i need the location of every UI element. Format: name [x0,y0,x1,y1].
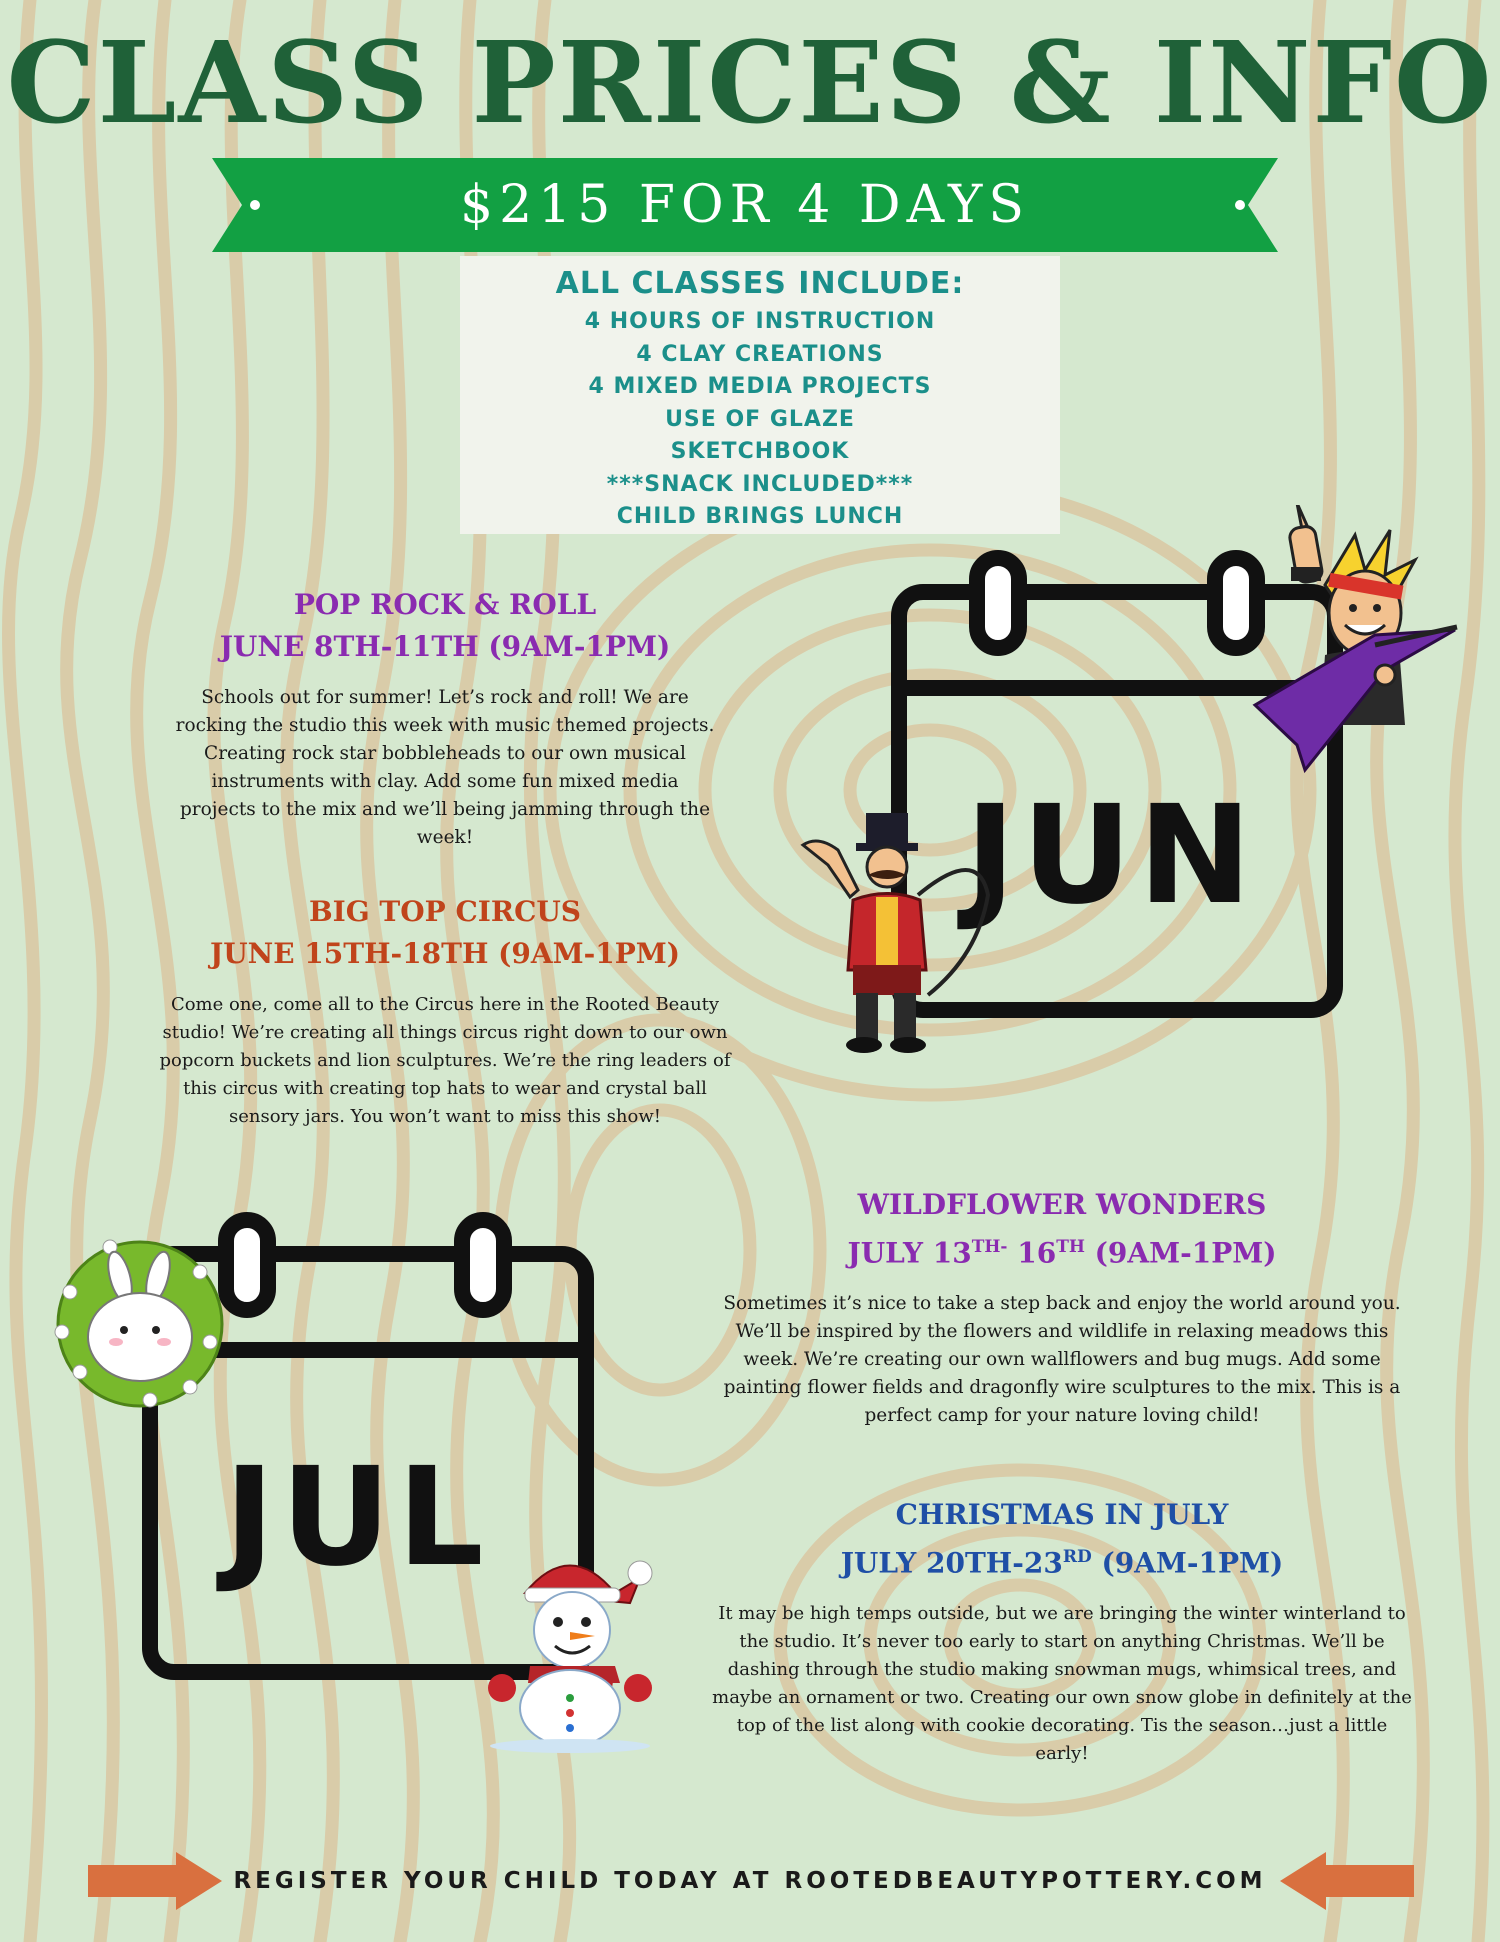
session-title: CHRISTMAS IN JULY [895,1498,1229,1531]
date-text: JULY 20TH-23 [840,1546,1063,1580]
list-item: ***SNACK INCLUDED*** [606,471,914,497]
date-text: JULY 13 [847,1236,972,1270]
session-title: WILDFLOWER WONDERS [857,1188,1267,1221]
list-item: CHILD BRINGS LUNCH [616,504,904,529]
session-description: Sometimes it’s nice to take a step back and enjoy the world around you. We’ll be inspired by the flowers and wildlife in relaxing meadows this week. We’re creating our own wallflowers and bug mugs. Add some painting flower fields and dragonfly wire sculptures to the mix. This is a perfect camp for your nature loving child! [723,1293,1401,1427]
bunny-icon [50,1232,230,1412]
date-suffix: RD [1062,1547,1092,1567]
session-dates: JUNE 8TH-11TH (9AM-1PM) [219,630,671,663]
session-title: BIG TOP CIRCUS [308,895,582,928]
includes-box [460,256,1060,534]
date-suffix: TH- [971,1237,1008,1257]
includes-list [460,306,1060,534]
session-title: POP ROCK & ROLL [293,588,597,621]
session-big-top-circus [150,891,740,1131]
snowman-icon [470,1548,670,1753]
ringmaster-icon [798,805,998,1070]
session-christmas-in-july [712,1494,1412,1768]
session-description: It may be high temps outside, but we are bringing the winter winterland to the studio. It’s never too early to start on anything Christmas. We’ll be dashing through the studio making snowman mugs, whimsical trees, and maybe an ornament or two. Creating our own snow globe in definitely at the top of the list along with cookie decorating. Tis the season…just a little early! [712,1603,1412,1765]
register-link[interactable]: REGISTER YOUR CHILD TODAY AT ROOTEDBEAUTYPOTTERY.COM [233,1868,1267,1894]
list-item: USE OF GLAZE [665,406,855,432]
includes-heading: ALL CLASSES INCLUDE: [555,266,965,301]
price-banner [212,158,1278,252]
date-text: (9AM-1PM) [1084,1236,1277,1270]
rock-star-icon [1225,505,1465,775]
session-wildflower-wonders [712,1184,1412,1430]
date-suffix: TH [1056,1237,1085,1257]
session-dates: JUNE 15TH-18TH (9AM-1PM) [209,937,681,970]
list-item: 4 HOURS OF INSTRUCTION [584,309,936,334]
list-item: SKETCHBOOK [670,439,850,464]
page-title: CLASS PRICES & INFO [6,18,1494,149]
session-description: Schools out for summer! Let’s rock and roll! We are rocking the studio this week with music themed projects. Creating rock star bobbleheads to our own musical instruments with clay. Add some fun mixed media projects to the mix and we’ll being jamming through the week! [175,687,715,848]
price-label: $215 FOR 4 DAYS [460,175,1030,235]
list-item: 4 MIXED MEDIA PROJECTS [588,374,932,399]
date-text: (9AM-1PM) [1091,1546,1284,1580]
session-description: Come one, come all to the Circus here in the Rooted Beauty studio! We’re creating all things circus right down to our own popcorn buckets and lion sculptures. We’re the ring leaders of this circus with creating top hats to wear and crystal ball sensory jars. You won’t want to miss this show! [159,994,731,1127]
calendar-month-label: JUL [224,1439,490,1597]
date-text: 16 [1007,1236,1057,1270]
calendar-month-label: JUN [965,777,1258,935]
session-pop-rock [150,584,740,852]
session-dates [712,1226,1412,1274]
list-item: 4 CLAY CREATIONS [636,341,884,367]
session-dates [712,1536,1412,1584]
